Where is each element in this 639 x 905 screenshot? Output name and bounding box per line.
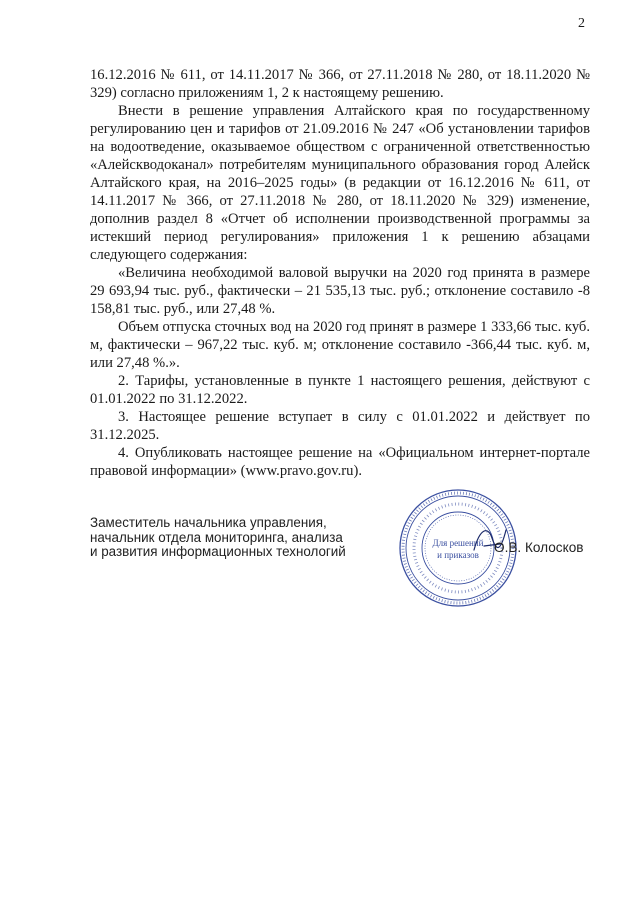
paragraph: 2. Тарифы, установленные в пункте 1 настоящего решения, действуют с 01.01.2022 по 31.12.2022. (90, 373, 590, 407)
signer-name: О.В. Колосков (494, 540, 584, 555)
paragraph: Объем отпуска сточных вод на 2020 год принят в размере 1 333,66 тыс. куб. м, фактически – 967,22 тыс. куб. м; отклонение составило -366,44 тыс. куб. м, или 27,48 %.». (90, 319, 590, 371)
page-number: 2 (578, 16, 585, 31)
signer-position (90, 516, 390, 560)
paragraph: Внести в решение управления Алтайского края по государственному регулированию цен и тарифов от 21.09.2016 № 247 «Об установлении тарифов на водоотведение, оказываемое обществом с ограниченной ответственностью «Алейскводоканал» потребителям муниципального образования город Алейск Алтайского края, на 2016–2025 годы» (в редакции от 16.12.2016 № 611, от 14.11.2017 № 366, от 27.11.2018 № 280, от 18.11.2020 № 329) изменение, дополнив раздел 8 «Отчет об исполнении производственной программы за истекший период регулирования» приложения 1 к решению абзацами следующего содержания: (90, 103, 590, 263)
paragraph: «Величина необходимой валовой выручки на 2020 год принята в размере 29 693,94 тыс. руб., фактически – 21 535,13 тыс. руб.; отклонение составило -8 158,81 тыс. руб., или 27,48 %. (90, 265, 590, 317)
paragraph: 4. Опубликовать настоящее решение на «Официальном интернет-портале правовой информации» (www.pravo.gov.ru). (90, 445, 590, 479)
stamp-text: и приказов (437, 550, 479, 560)
stamp-text: Для решений (432, 538, 484, 548)
signer-position-line: Заместитель начальника управления, (90, 515, 327, 530)
signer-position-line: начальник отдела мониторинга, анализа (90, 529, 343, 545)
signer-position-line: и развития информационных технологий (90, 544, 346, 560)
paragraph: 3. Настоящее решение вступает в силу с 01.01.2022 и действует по 31.12.2025. (90, 409, 590, 443)
document-body (90, 66, 590, 480)
paragraph: 16.12.2016 № 611, от 14.11.2017 № 366, от 27.11.2018 № 280, от 18.11.2020 № 329) согласно приложениям 1, 2 к настоящему решению. (90, 67, 590, 101)
